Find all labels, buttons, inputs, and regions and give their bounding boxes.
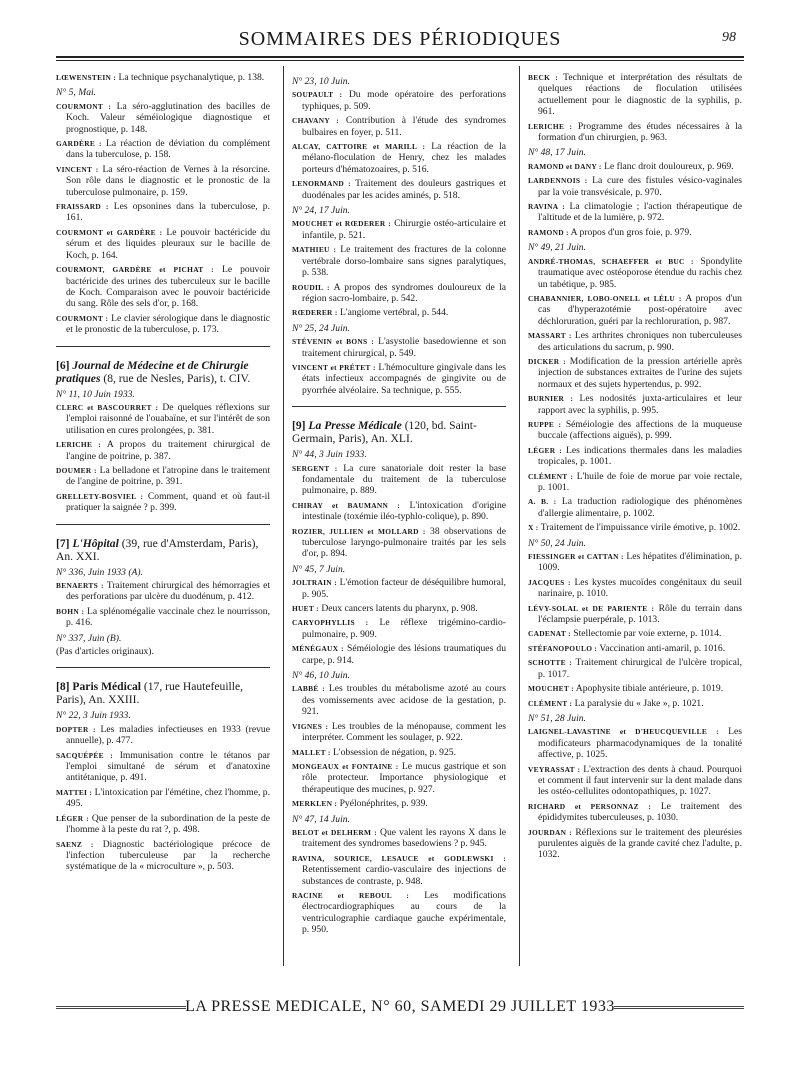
issue-heading: N° 47, 14 Juin. — [292, 813, 350, 825]
article-author: SERGENT : — [292, 463, 338, 473]
article-entry — [528, 445, 742, 468]
article-author: SCHOTTE : — [528, 658, 573, 668]
article-entry — [292, 890, 506, 936]
footer-text: LA PRESSE MEDICALE, N° 60, SAMEDI 29 JUILLET 1933 — [185, 998, 615, 1015]
article-author: RACINE et REBOUL : — [292, 890, 410, 900]
article-entry — [56, 787, 270, 810]
issue-heading: N° 46, 10 Juin. — [292, 670, 350, 682]
article-author: ROZIER, JULLIEN et MOLLARD : — [292, 526, 426, 536]
article-title: Réflexions sur le traitement des pleurésies purulentes aiguës de la grande cavité chez l'adulte, p. 1032. — [538, 826, 742, 861]
article-entry — [292, 141, 506, 175]
article-title: L'hémoculture gingivale dans les états infectieux accompagnés de gingivite ou de pyorrhée alvéolaire. Sa technique, p. 555. — [302, 361, 506, 396]
column-2 — [292, 72, 506, 939]
article-author: SOUPAULT : — [292, 90, 343, 100]
article-author: BURNIER : — [528, 394, 574, 404]
article-title: Diagnostic bactériologique précoce de l'infection tuberculeuse par la recherche systématique de la « microculture », p. 503. — [66, 838, 270, 873]
article-entry — [292, 178, 506, 201]
article-author: MATHIEU : — [292, 245, 337, 255]
issue-heading: N° 24, 17 Juin. — [292, 205, 350, 217]
article-entry — [292, 761, 506, 795]
article-entry — [292, 747, 506, 758]
issue-heading: N° 49, 21 Juin. — [528, 242, 586, 254]
article-author: MOUCHET : — [528, 684, 574, 694]
journal-heading — [56, 537, 270, 563]
article-author: COURMONT, GARDÈRE et PICHAT : — [56, 265, 214, 275]
article-entry — [292, 244, 506, 278]
article-entry — [56, 264, 270, 310]
issue-heading: N° 48, 17 Juin. — [528, 147, 586, 159]
article-title: Traitement chirurgical des hémorragies et des perforations par ulcère du duodénum, p. 412. — [66, 580, 270, 603]
article-entry — [56, 164, 270, 198]
article-title: Les troubles du métabolisme azoté au cours des vomissements avec acidose de la gestation, p. 921. — [302, 683, 506, 718]
column-divider — [283, 66, 284, 966]
article-author: RŒDERER : — [292, 308, 338, 318]
article-author: MÉNÉGAUX : — [292, 644, 344, 654]
issue-heading: N° 337, Juin (B). — [56, 632, 122, 644]
article-author: VINCENT et PRÉTET : — [292, 362, 376, 372]
article-title: Vaccination anti-amaril, p. 1016. — [597, 642, 726, 654]
issue-heading: N° 51, 28 Juin. — [528, 712, 586, 724]
column-1 — [56, 72, 270, 876]
article-author: CHABANNIER, LOBO-ONELL et LÉLU : — [528, 293, 682, 303]
header-rule-thin — [56, 60, 744, 61]
article-author: CLERC et BASCOURRET : — [56, 402, 159, 412]
article-author: ANDRÉ-THOMAS, SCHAEFFER et BUC : — [528, 256, 694, 266]
article-entry — [292, 307, 506, 318]
article-author: FRAISSARD : — [56, 202, 109, 212]
article-author: HUET : — [292, 604, 319, 614]
article-entry — [292, 827, 506, 850]
article-author: COURMONT et GARDÈRE : — [56, 227, 163, 237]
journal-heading — [56, 680, 270, 706]
article-title: Le traitement des fractures de la colonne vertébrale dorso-lombaire sans signes paralytiques, p. 538. — [302, 244, 507, 279]
article-title: La traduction radiologique des phénomènes d'allergie alimentaire, p. 1002. — [538, 496, 742, 519]
article-author: RAMOND et DANY : — [528, 161, 602, 171]
article-author: CADENAT : — [528, 629, 571, 639]
article-entry — [292, 617, 506, 640]
page-footer — [56, 994, 744, 1020]
article-author: RUPPE : — [528, 419, 562, 429]
article-entry — [528, 577, 742, 600]
header-rule — [56, 56, 744, 58]
article-entry — [56, 606, 270, 629]
article-title: A propos des syndromes douloureux de la région sacro-lombaire, p. 542. — [302, 281, 506, 304]
article-entry — [528, 628, 742, 639]
article-entry — [56, 313, 270, 336]
article-title: Les opsonines dans la tuberculose, p. 161. — [66, 201, 270, 224]
article-entry — [528, 698, 742, 709]
article-title: De quelques réflexions sur l'emploi raisonné de l'ouabaïne, et sur l'intérêt de son utilisation en cures prolongées, p. 381. — [66, 401, 270, 436]
journal-details: (39, rue d'Amsterdam, Paris), An. XXI. — [56, 536, 259, 563]
article-title: Technique et interprétation des résultats de quelques réactions de floculation utilisées actuellement pour le diagnostic de la syphilis, p. 961. — [538, 72, 742, 118]
journal-name: Paris Médical — [72, 680, 141, 694]
article-entry — [56, 201, 270, 224]
article-title: Du mode opératoire des perforations typhiques, p. 509. — [302, 89, 506, 112]
article-author: LABBÉ : — [292, 684, 325, 694]
article-entry — [528, 522, 742, 533]
article-author: MERKLEN : — [292, 799, 338, 809]
article-title: Séméiologie des lésions traumatiques du carpe, p. 914. — [302, 643, 506, 666]
article-author: STÉVENIN et BONS : — [292, 337, 375, 347]
article-title: Les troubles de la ménopause, comment les interpréter. Comment les soulager, p. 922. — [302, 720, 506, 744]
section-separator — [56, 524, 270, 525]
journal-name: L'Hôpital — [72, 536, 119, 550]
article-author: VINCENT : — [56, 164, 99, 174]
issue-heading: N° 23, 10 Juin. — [292, 76, 350, 87]
article-entry — [528, 256, 742, 290]
section-separator — [56, 667, 270, 668]
article-author: VEYRASSAT : — [528, 764, 581, 774]
article-title: L'extraction des dents à chaud. Pourquoi et comment il faut intervenir sur la dent malade dans les ostéo-cellulites odontopathiques, p. 1027. — [538, 763, 742, 798]
article-entry — [528, 801, 742, 824]
journal-number: [6] — [56, 358, 73, 372]
article-entry — [56, 491, 270, 514]
article-entry — [292, 721, 506, 744]
article-author: LAIGNEL-LAVASTINE et D'HEUCQUEVILLE : — [528, 727, 719, 737]
article-title: Les modifications électrocardiographiques au cours de la ventriculographie cardiaque gauche expérimentale, p. 950. — [302, 889, 507, 936]
article-author: FIESSINGER et CATTAN : — [528, 552, 624, 562]
article-title: Le réflexe trigémino-cardio-pulmonaire, p. 909. — [302, 617, 507, 640]
article-entry — [56, 72, 270, 83]
article-title: L'intoxication d'origine intestinale (toxémie iléo-typhlo-colique), p. 890. — [302, 499, 506, 523]
column-3 — [528, 72, 742, 864]
article-entry — [528, 121, 742, 144]
article-title: Les kystes mucoïdes congénitaux du seuil narinaire, p. 1010. — [538, 576, 742, 600]
article-author: JOURDAN : — [528, 827, 573, 837]
article-entry — [56, 465, 270, 488]
article-entry — [292, 500, 506, 523]
article-author: DOUMER : — [56, 465, 97, 475]
article-author: RICHARD et PERSONNAZ : — [528, 801, 652, 811]
article-title: Traitement chirurgical de l'ulcère tropical, p. 1017. — [538, 657, 742, 680]
article-title: La paralysie du « Jake », p. 1021. — [572, 697, 704, 709]
article-entry — [56, 138, 270, 161]
issue-heading: N° 22, 3 Juin 1933. — [56, 710, 131, 722]
article-entry — [56, 402, 270, 436]
journal-name: Journal de Médecine et de Chirurgie pratiques — [56, 358, 249, 385]
article-title: Séméiologie des affections de la muqueuse buccale (affections aiguës), p. 999. — [538, 418, 742, 442]
article-title: Chirurgie ostéo-articulaire et infantile, p. 521. — [302, 218, 507, 241]
article-entry — [292, 362, 506, 396]
journal-details: (17, rue Hautefeuille, Paris), An. XXIII. — [56, 680, 244, 707]
article-entry — [528, 657, 742, 680]
issue-heading: N° 11, 10 Juin 1933. — [56, 388, 135, 400]
issue-heading: N° 336, Juin 1933 (A). — [56, 566, 143, 578]
article-entry — [528, 603, 742, 626]
article-author: CHAVANY : — [292, 116, 340, 126]
article-title: Traitement de l'impuissance virile émotive, p. 1002. — [538, 522, 741, 534]
article-title: Spondylite traumatique avec ostéoporose étendue du rachis chez un tabétique, p. 985. — [538, 255, 742, 290]
article-entry — [528, 764, 742, 798]
article-entry — [292, 336, 506, 359]
article-entry — [528, 471, 742, 494]
article-author: COURMONT : — [56, 313, 109, 323]
article-title: Que penser de la subordination de la peste de l'homme à la peste du rat ?, p. 498. — [66, 812, 271, 836]
article-title: Retentissement cardio-vasculaire des injections de substances de contraste, p. 948. — [302, 864, 506, 887]
article-title: L'émotion facteur de déséquilibre humoral, p. 905. — [302, 577, 506, 600]
article-author: LERICHE : — [56, 440, 102, 450]
article-author: GRELLETY-BOSVIEL : — [56, 491, 144, 501]
note-text: (Pas d'articles originaux). — [56, 646, 154, 658]
article-entry — [56, 101, 270, 135]
journal-number: [9] — [292, 419, 309, 433]
article-author: LŒWENSTEIN : — [56, 73, 117, 82]
journal-number: [8] — [56, 680, 73, 694]
column-divider — [519, 66, 520, 966]
section-separator — [292, 406, 506, 407]
article-author: MASSART : — [528, 331, 572, 341]
article-title: L'angiome vertébral, p. 544. — [337, 307, 449, 319]
article-entry — [56, 439, 270, 462]
article-author: A. B. : — [528, 497, 557, 507]
article-title: 38 observations de tuberculose laryngo-pulmonaire traités par les sels d'or, p. 894. — [302, 525, 506, 560]
article-entry — [528, 161, 742, 172]
journal-number: [7] — [56, 536, 73, 550]
article-entry — [528, 201, 742, 224]
article-title: Rôle du terrain dans l'éclampsie puerpérale, p. 1013. — [538, 602, 742, 626]
article-entry — [292, 526, 506, 560]
article-entry — [528, 643, 742, 654]
article-author: ROUDIL : — [292, 282, 330, 292]
article-author: COURMONT : — [56, 101, 112, 111]
article-author: X : — [528, 523, 539, 533]
article-entry — [56, 839, 270, 873]
article-author: LARDENNOIS : — [528, 176, 588, 186]
article-title: L'intoxication par l'émétine, chez l'homme, p. 495. — [66, 786, 270, 810]
article-entry — [528, 72, 742, 118]
article-entry — [528, 726, 742, 760]
article-author: BOHN : — [56, 606, 85, 616]
article-title: La technique psychanalytique, p. 138. — [116, 72, 265, 83]
section-separator — [56, 346, 270, 347]
article-entry — [56, 227, 270, 261]
article-title: A propos du traitement chirurgical de l'angine de poitrine, p. 387. — [66, 439, 270, 462]
article-title: Le pouvoir bactéricide des urines des tuberculeux sur le bacille de Koch. Comparaison avec le pouvoir bactéricide du sang. Rôle des sels d'or, p. 168. — [66, 264, 270, 310]
article-author: CLÉMENT : — [528, 471, 574, 481]
article-author: RAMOND : — [528, 227, 569, 237]
article-entry — [528, 356, 742, 390]
article-author: LERICHE : — [528, 121, 573, 131]
article-title: L'huile de foie de morue par voie rectale, p. 1001. — [538, 470, 743, 493]
article-author: LÉGER : — [528, 445, 562, 455]
journal-name: La Presse Médicale — [308, 419, 402, 433]
article-title: Le flanc droit douloureux, p. 969. — [601, 160, 734, 172]
article-entry — [56, 580, 270, 603]
journal-heading — [56, 359, 270, 385]
article-entry — [528, 419, 742, 442]
article-entry — [292, 603, 506, 614]
article-entry — [56, 750, 270, 784]
article-author: LENORMAND : — [292, 179, 351, 189]
article-author: BECK : — [528, 73, 558, 82]
article-author: GARDÈRE : — [56, 139, 102, 149]
page-title: SOMMAIRES DES PÉRIODIQUES — [238, 28, 562, 50]
article-title: Le pouvoir bactéricide du sérum et des liquides pleuraux sur le bacille de Koch, p. 164. — [66, 226, 270, 261]
article-author: JACQUES : — [528, 577, 571, 587]
article-entry — [292, 643, 506, 666]
article-entry — [292, 282, 506, 305]
article-author: ALCAY, CATTOIRE et MARILL : — [292, 142, 426, 152]
article-title: Les maladies infectieuses en 1933 (revue annuelle), p. 477. — [66, 723, 270, 747]
article-title: Que valent les rayons X dans le traitement des syndromes basedowiens ? p. 945. — [302, 826, 506, 850]
article-title: Immunisation contre le tétanos par l'emploi simultané de sérum et d'anatoxine antitétanique, p. 491. — [66, 749, 270, 784]
article-author: RAVINA : — [528, 202, 566, 212]
article-author: DOPTER : — [56, 724, 96, 734]
article-author: MOUCHET et RŒDERER : — [292, 219, 392, 229]
article-title: La belladone et l'atropine dans le traitement de l'angine de poitrine, p. 391. — [66, 464, 271, 488]
issue-heading: N° 44, 3 Juin 1933. — [292, 449, 367, 461]
issue-heading: N° 25, 24 Juin. — [292, 322, 350, 334]
article-entry — [528, 227, 742, 238]
article-author: MALLET : — [292, 747, 331, 757]
article-title: Traitement des douleurs gastriques et duodénales par les acides aminés, p. 518. — [302, 178, 507, 201]
article-title: Le clavier sérologique dans le diagnostic et le pronostic de la tuberculose, p. 173. — [66, 312, 270, 336]
journal-heading — [292, 419, 506, 445]
article-title: La réaction de déviation du complément dans la tuberculose, p. 158. — [66, 138, 270, 161]
article-author: CHIRAY et BAUMANN : — [292, 500, 401, 510]
article-title: Deux cancers latents du pharynx, p. 908. — [318, 603, 478, 615]
article-author: MATTEI : — [56, 787, 93, 797]
article-author: LÉGER : — [56, 813, 89, 823]
article-entry — [292, 115, 506, 138]
article-entry — [292, 683, 506, 717]
article-entry — [528, 393, 742, 416]
journal-details: (8, rue de Nesles, Paris), t. CIV. — [100, 371, 251, 385]
journal-details: (120, bd. Saint-Germain, Paris), An. XLI. — [292, 419, 477, 446]
article-title: Programme des études nécessaires à la formation d'un chirurgien, p. 963. — [538, 120, 742, 144]
article-title: La séro-agglutination des bacilles de Koch. Valeur séméiologique diagnostique et prognostique, p. 148. — [66, 100, 270, 135]
article-title: La splénomégalie vaccinale chez le nourrisson, p. 416. — [66, 605, 270, 629]
article-title: La cure des fistules vésico-vaginales par la voie transvésicale, p. 970. — [538, 175, 742, 198]
article-author: MONGEAUX et FONTAINE : — [292, 761, 399, 771]
article-title: Les nodosités juxta-articulaires et leur rapport avec la syphilis, p. 995. — [538, 393, 742, 416]
article-title: Le traitement des épididymites tuberculeuses, p. 1030. — [538, 800, 742, 824]
article-title: Pyélonéphrites, p. 939. — [337, 798, 428, 810]
article-title: La réaction de la mélano-floculation de Henry, chez les malades porteurs d'hématozoaires, p. 516. — [302, 141, 506, 175]
article-title: Les arthrites chroniques non tuberculeuses des articulations du sacrum, p. 990. — [538, 330, 742, 353]
article-title: L'asystolie basedowienne et son traitement chirurgical, p. 549. — [302, 336, 506, 359]
article-author: DICKER : — [528, 356, 566, 366]
article-title: Modification de la pression artérielle après injection de substances extraites de l'urine des sujets normaux et des sujets hypertendus, p. 992. — [538, 355, 742, 390]
article-entry — [292, 577, 506, 600]
article-entry — [292, 463, 506, 497]
article-title: La climatologie ; l'action thérapeutique de l'altitude et de la lumière, p. 972. — [538, 201, 742, 224]
article-author: STÉFANOPOULO : — [528, 643, 598, 653]
page-header — [56, 24, 744, 54]
article-title: Apophysite tibiale antérieure, p. 1019. — [573, 683, 724, 695]
article-title: A propos d'un gros foie, p. 979. — [568, 226, 692, 238]
article-title: A propos d'un cas d'hyperazotémie post-opératoire avec déchloruration, guéri par la rechloruration, p. 987. — [538, 292, 742, 327]
article-author: SACQUÉPÉE : — [56, 750, 114, 760]
article-entry — [292, 853, 506, 887]
article-title: Les modificateurs pharmacodynamiques de la tonalité affective, p. 1025. — [538, 726, 742, 761]
article-entry — [292, 798, 506, 809]
article-title: Stellectomie par voie externe, p. 1014. — [570, 628, 722, 640]
article-title: La séro-réaction de Vernes à la résorcine. Son rôle dans le diagnostic et le pronostic de la tuberculose pulmonaire, p. 159. — [66, 163, 270, 198]
article-entry — [292, 218, 506, 241]
article-author: JOLTRAIN : — [292, 578, 338, 588]
article-author: SAENZ : — [56, 839, 94, 849]
article-title: Contribution à l'étude des syndromes bulbaires en foyer, p. 511. — [302, 115, 506, 138]
footer-rule-right — [614, 1006, 744, 1009]
article-entry — [528, 683, 742, 694]
article-author: CARYOPHYLLIS : — [292, 618, 369, 628]
issue-heading: N° 50, 24 Juin. — [528, 537, 586, 549]
article-entry — [528, 293, 742, 327]
issue-heading: N° 45, 7 Juin. — [292, 563, 346, 575]
article-author: RAVINA, SOURICE, LESAUCE et GODLEWSKI : — [292, 853, 506, 863]
issue-heading: N° 5, Mai. — [56, 87, 97, 99]
article-entry — [56, 724, 270, 747]
article-entry — [528, 330, 742, 353]
article-author: VIGNES : — [292, 721, 329, 731]
article-entry — [528, 496, 742, 519]
article-title: La cure sanatoriale doit rester la base fondamentale du traitement de la tuberculose pulmonaire, p. 889. — [302, 462, 506, 497]
article-entry — [528, 827, 742, 861]
article-author: BELOT et DELHERM : — [292, 827, 377, 837]
article-title: Les indications thermales dans les maladies tropicales, p. 1001. — [538, 444, 742, 468]
article-author: CLÉMENT : — [528, 698, 573, 708]
article-author: LÉVY-SOLAL et DE PARIENTE : — [528, 603, 655, 613]
article-title: Le mucus gastrique et son rôle protecteur. Importance physiologique et thérapeutique des mucines, p. 927. — [302, 760, 507, 795]
article-entry — [528, 551, 742, 574]
article-title: Les hépatites d'élimination, p. 1009. — [538, 551, 742, 574]
article-entry — [292, 89, 506, 112]
article-entry — [528, 175, 742, 198]
article-entry — [56, 813, 270, 836]
article-author: BENAERTS : — [56, 581, 104, 590]
page-number: 98 — [722, 30, 736, 45]
article-title: Comment, quand et où faut-il pratiquer la saignée ? p. 399. — [66, 490, 271, 514]
article-title: L'obsession de négation, p. 925. — [330, 746, 456, 758]
